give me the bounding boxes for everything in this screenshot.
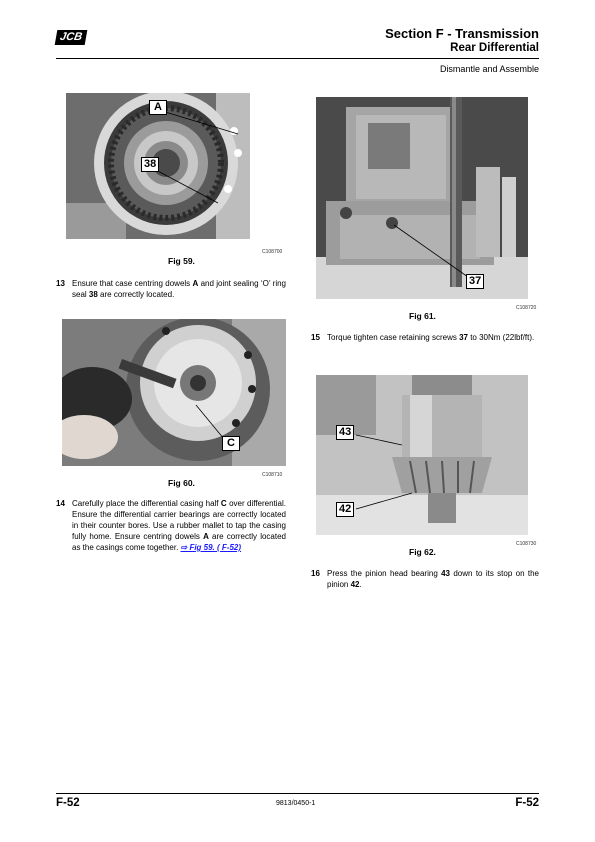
fig62-callout-43: 43 (336, 425, 354, 440)
fig59-link[interactable]: ⇨ Fig 59. ( F-52) (180, 543, 242, 552)
fig62-callout-42: 42 (336, 502, 354, 517)
fig59-code: C108700 (262, 249, 283, 255)
step-13 (56, 278, 286, 300)
fig60-code: C108710 (262, 472, 283, 478)
fig60-image (62, 319, 286, 466)
step-15-number: 15 (311, 333, 320, 342)
fig62-caption: Fig 62. (409, 547, 436, 557)
step-14-number: 14 (56, 499, 65, 508)
fig59-callout-a: A (149, 100, 167, 115)
header-rule (56, 58, 539, 59)
step-16-number: 16 (311, 569, 320, 578)
fig62-code: C108730 (516, 541, 537, 547)
footer-doc-number: 9813/0450-1 (276, 800, 316, 807)
subsection-title: Rear Differential (450, 42, 539, 54)
fig61-callout-37: 37 (466, 274, 484, 289)
footer-page-left: F-52 (56, 797, 80, 809)
step-14-text: Carefully place the differential casing half C over differential. Ensure the differential carrier bearings are correctly located in their counter bores. Use a rubber mallet to tap the casing fully home. Ensure centring dowels A are correctly located as the casings come together. ⇨ Fig 59. ( F-52) (72, 499, 287, 552)
section-title: Section F - Transmission (385, 26, 539, 41)
fig61-code: C108720 (516, 305, 537, 311)
fig61-caption: Fig 61. (409, 311, 436, 321)
step-15-text: Torque tighten case retaining screws 37 to 30Nm (22lbf/ft). (327, 333, 535, 342)
footer-rule (56, 793, 539, 794)
jcb-logo: JCB (55, 30, 88, 45)
step-16 (311, 568, 539, 590)
fig61-photo (316, 97, 528, 299)
step-14 (56, 498, 286, 553)
step-15 (311, 332, 539, 343)
fig60-callout-c: C (222, 436, 240, 451)
fig61-image (316, 97, 528, 299)
step-13-text: Ensure that case centring dowels A and joint sealing ‘O’ ring seal 38 are correctly located. (72, 279, 286, 299)
fig60-photo (62, 319, 286, 466)
step-13-number: 13 (56, 279, 65, 288)
fig59-caption: Fig 59. (168, 256, 195, 266)
fig59-callout-38: 38 (141, 157, 159, 172)
step-16-text: Press the pinion head bearing 43 down to its stop on the pinion 42. (327, 569, 539, 589)
page-subtitle: Dismantle and Assemble (439, 64, 539, 74)
footer-page-right: F-52 (515, 797, 539, 809)
fig60-caption: Fig 60. (168, 478, 195, 488)
